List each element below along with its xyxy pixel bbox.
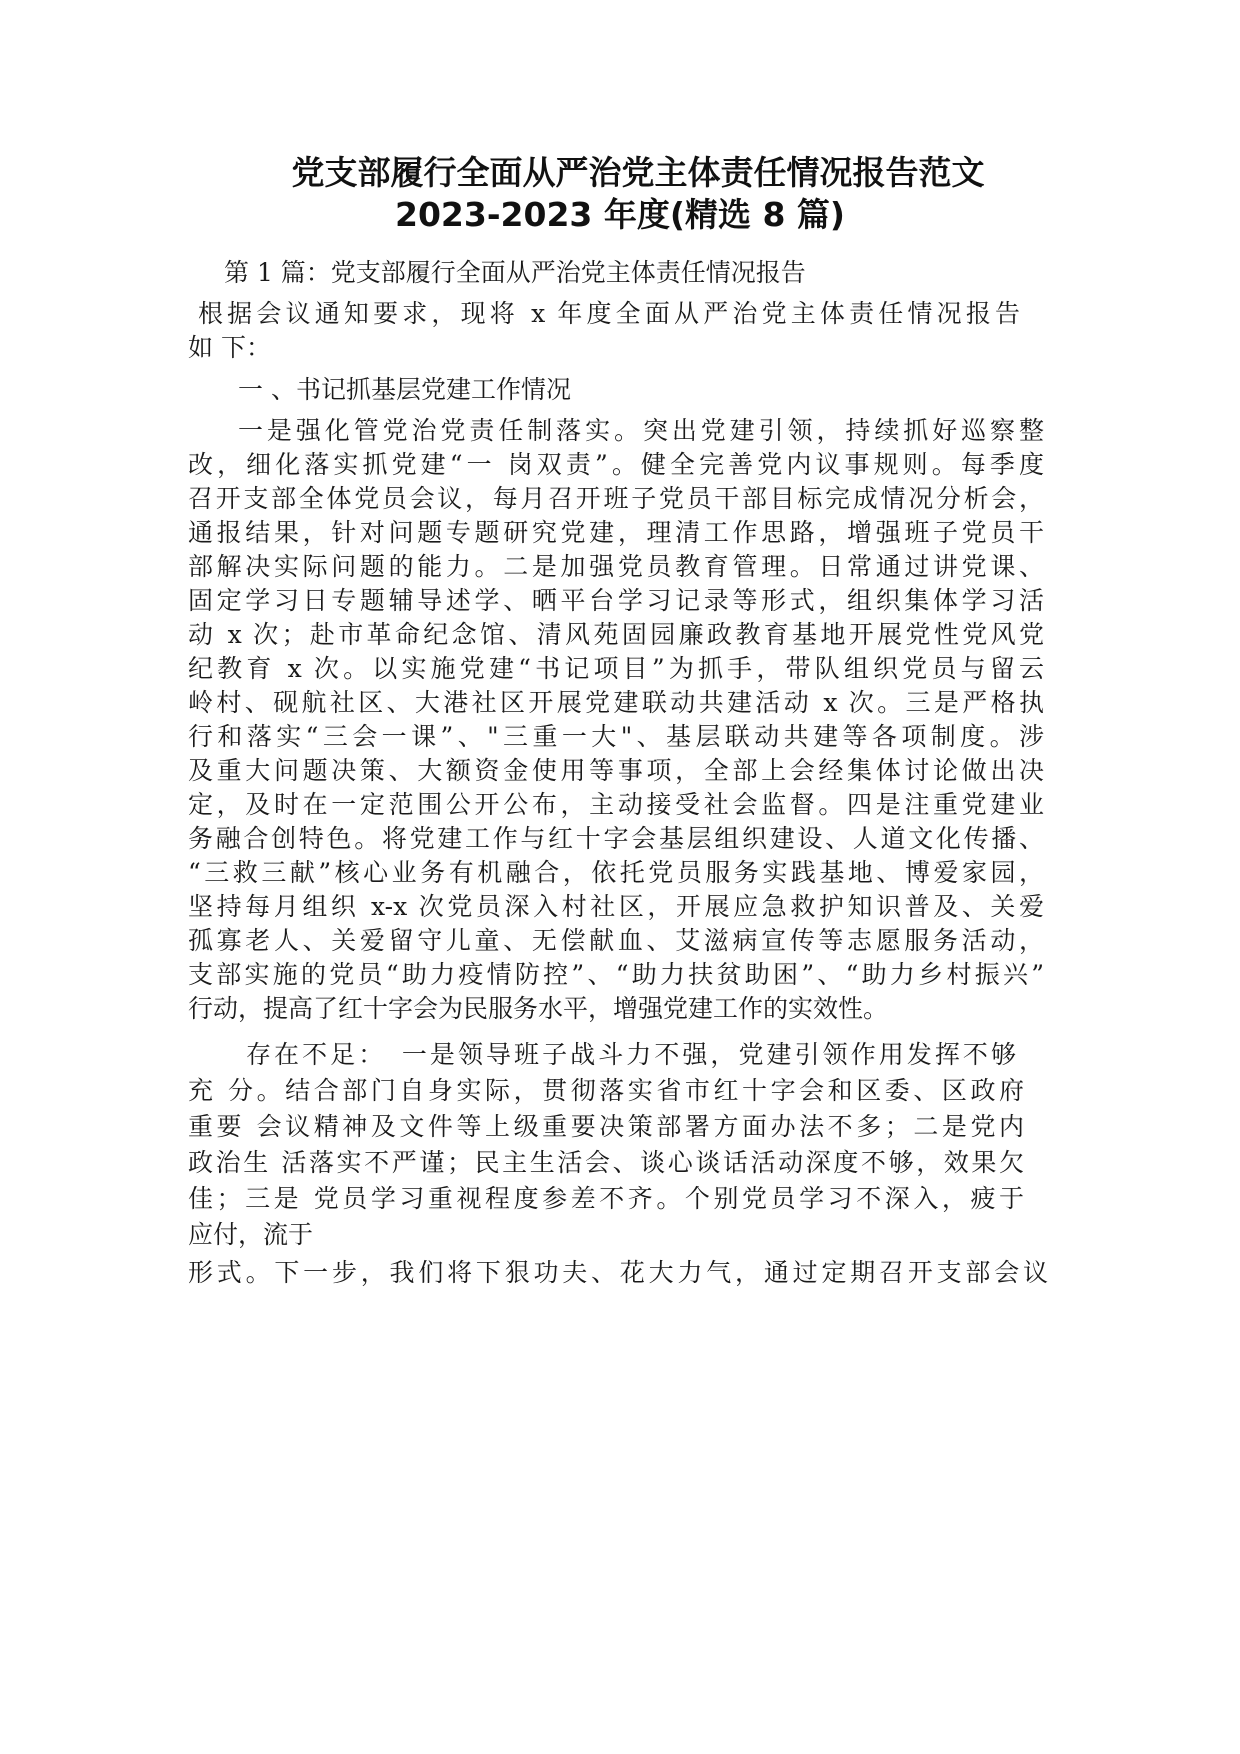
- paragraph-line: 坚持每月组织 x-x 次党员深入村社区，开展应急救护知识普及、关爱: [188, 892, 1044, 921]
- paragraph-line: 佳；三是 党员学习重视程度参差不齐。个别党员学习不深入，疲于: [188, 1184, 1024, 1213]
- paragraph-line: 一是强化管党治党责任制落实。突出党建引领，持续抓好巡察整: [238, 416, 1044, 445]
- paragraph-line: 支部实施的党员“助力疫情防控”、“助力扶贫助困”、“助力乡村振兴”: [188, 960, 1044, 989]
- paragraph-line: “三救三献”核心业务有机融合，依托党员服务实践基地、博爱家园，: [188, 858, 1044, 887]
- paragraph-line: 重要 会议精神及文件等上级重要决策部署方面办法不多；二是党内: [188, 1112, 1024, 1141]
- paragraph-line: 召开支部全体党员会议，每月召开班子党员干部目标完成情况分析会，: [188, 484, 1044, 513]
- paragraph-line: 根据会议通知要求，现将 x 年度全面从严治党主体责任情况报告: [198, 299, 1020, 328]
- paragraph-line: 定，及时在一定范围公开公布，主动接受社会监督。四是注重党建业: [188, 790, 1044, 819]
- paragraph-line: 如 下：: [188, 333, 271, 362]
- paragraph-line: 纪教育 x 次。以实施党建“书记项目”为抓手，带队组织党员与留云: [188, 654, 1044, 683]
- paragraph-line: 动 x 次；赴市革命纪念馆、清风苑固园廉政教育基地开展党性党风党: [188, 620, 1044, 649]
- paragraph-line: 改，细化落实抓党建“一 岗双责”。健全完善党内议事规则。每季度: [188, 450, 1044, 479]
- paragraph-line: 岭村、砚航社区、大港社区开展党建联动共建活动 x 次。三是严格执: [188, 688, 1044, 717]
- paragraph-line: 行和落实“三会一课”、"三重一大"、基层联动共建等各项制度。涉: [188, 722, 1044, 751]
- paragraph-line: 行动，提高了红十字会为民服务水平，增强党建工作的实效性。: [188, 994, 889, 1023]
- document-title-line-1: 党支部履行全面从严治党主体责任情况报告范文: [291, 153, 985, 192]
- paragraph-line: 孤寡老人、关爱留守儿童、无偿献血、艾滋病宣传等志愿服务活动，: [188, 926, 1044, 955]
- paragraph-line: 存在不足： 一是领导班子战斗力不强，党建引领作用发挥不够: [246, 1040, 1016, 1069]
- document-title-line-2: 2023-2023 年度(精选 8 篇): [395, 195, 845, 234]
- paragraph-line: 应付，流于: [188, 1220, 314, 1249]
- paragraph-line: 务融合创特色。将党建工作与红十字会基层组织建设、人道文化传播、: [188, 824, 1044, 853]
- paragraph-line: 形式。下一步，我们将下狠功夫、花大力气，通过定期召开支部会议: [188, 1258, 1048, 1287]
- paragraph-line: 通报结果，针对问题专题研究党建，理清工作思路，增强班子党员干: [188, 518, 1044, 547]
- section-heading: 第 1 篇：党支部履行全面从严治党主体责任情况报告: [224, 258, 806, 287]
- subsection-heading: 一 、书记抓基层党建工作情况: [238, 375, 571, 404]
- paragraph-line: 充 分。结合部门自身实际，贯彻落实省市红十字会和区委、区政府: [188, 1076, 1024, 1105]
- paragraph-line: 固定学习日专题辅导述学、晒平台学习记录等形式，组织集体学习活: [188, 586, 1044, 615]
- paragraph-line: 及重大问题决策、大额资金使用等事项，全部上会经集体讨论做出决: [188, 756, 1044, 785]
- paragraph-line: 政治生 活落实不严谨；民主生活会、谈心谈话活动深度不够，效果欠: [188, 1148, 1024, 1177]
- paragraph-line: 部解决实际问题的能力。二是加强党员教育管理。日常通过讲党课、: [188, 552, 1044, 581]
